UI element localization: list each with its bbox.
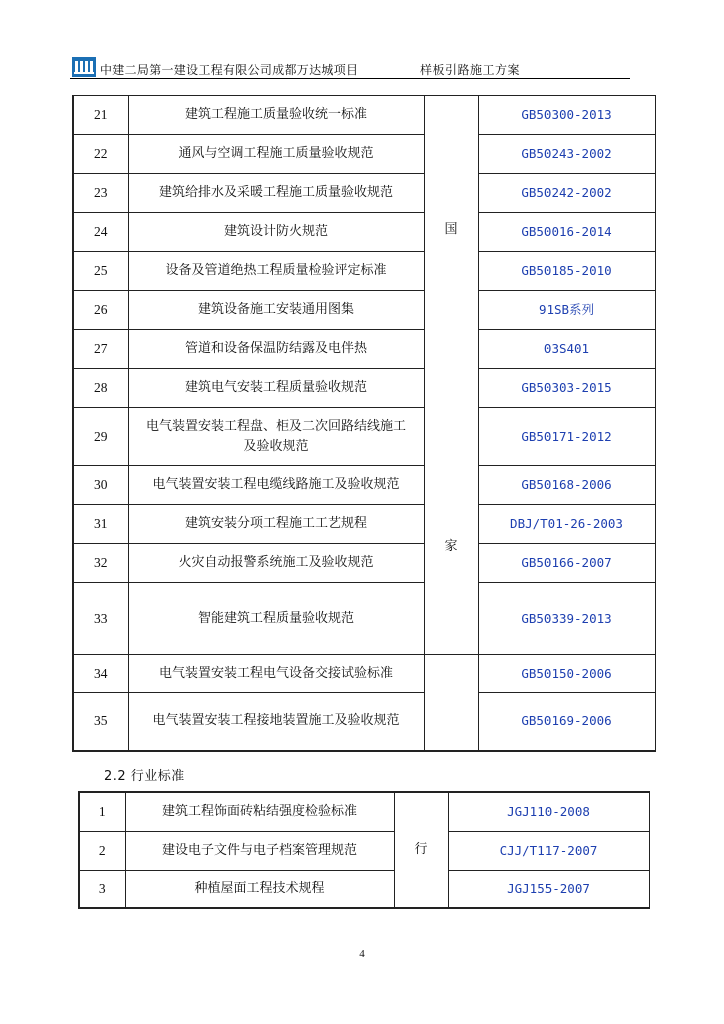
standard-name: 电气装置安装工程接地装置施工及验收规范 [128,693,424,751]
industry-standards-table [78,791,650,909]
standard-name: 电气装置安装工程盘、柜及二次回路结线施工及验收规范 [128,408,424,466]
table-row [73,96,655,135]
row-number: 30 [73,466,128,505]
row-number: 25 [73,252,128,291]
standard-code: 03S401 [478,330,655,369]
standard-name: 建筑安装分项工程施工工艺规程 [128,505,424,544]
header-document-title: 样板引路施工方案 [420,63,521,77]
table-row [73,655,655,693]
table-row [73,544,655,583]
standard-name: 建筑设计防火规范 [128,213,424,252]
standard-code: GB50185-2010 [478,252,655,291]
table-row [73,505,655,544]
category-char-jia: 家 [444,539,458,554]
standard-name: 建筑工程饰面砖粘结强度检验标准 [125,792,394,831]
row-number: 33 [73,583,128,655]
standard-code: CJJ/T117-2007 [448,831,649,870]
row-number: 29 [73,408,128,466]
standard-code: GB50150-2006 [478,655,655,693]
category-char-guo: 国 [444,222,458,237]
row-number: 32 [73,544,128,583]
standard-code: GB50339-2013 [478,583,655,655]
category-cell [424,96,478,655]
row-number: 26 [73,291,128,330]
row-number: 24 [73,213,128,252]
row-number: 21 [73,96,128,135]
standard-code: GB50171-2012 [478,408,655,466]
page-number: 4 [359,948,365,960]
standard-code: JGJ155-2007 [448,870,649,908]
standard-name: 通风与空调工程施工质量验收规范 [128,135,424,174]
row-number: 1 [79,792,125,831]
table-row [73,291,655,330]
header-company-name: 中建二局第一建设工程有限公司成都万达城项目 [100,63,359,77]
row-number: 28 [73,369,128,408]
row-number: 35 [73,693,128,751]
standard-code: GB50168-2006 [478,466,655,505]
table-row [73,174,655,213]
table-row [73,135,655,174]
standard-code: GB50243-2002 [478,135,655,174]
table-row [73,369,655,408]
standard-name: 管道和设备保温防结露及电伴热 [128,330,424,369]
header-divider [70,78,630,79]
standard-name: 智能建筑工程质量验收规范 [128,583,424,655]
table-row [73,213,655,252]
table-row [73,408,655,466]
table-row [73,583,655,655]
standard-name: 建设电子文件与电子档案管理规范 [125,831,394,870]
row-number: 3 [79,870,125,908]
standard-code: DBJ/T01-26-2003 [478,505,655,544]
category-cell [394,792,448,908]
table-row [73,330,655,369]
standard-name: 种植屋面工程技术规程 [125,870,394,908]
standard-name: 建筑电气安装工程质量验收规范 [128,369,424,408]
row-number: 31 [73,505,128,544]
category-cell-empty [424,655,478,751]
standard-code: GB50300-2013 [478,96,655,135]
table-row [73,693,655,751]
table-row [79,870,649,908]
row-number: 34 [73,655,128,693]
row-number: 27 [73,330,128,369]
standard-code: GB50303-2015 [478,369,655,408]
standard-name: 设备及管道绝热工程质量检验评定标准 [128,252,424,291]
company-logo [72,57,96,77]
table-row [73,252,655,291]
standard-code: 91SB系列 [478,291,655,330]
table-row [73,466,655,505]
table-row [79,831,649,870]
category-char-hang: 行 [414,842,428,857]
standard-code: GB50169-2006 [478,693,655,751]
row-number: 22 [73,135,128,174]
standard-name: 建筑给排水及采暖工程施工质量验收规范 [128,174,424,213]
standard-code: GB50242-2002 [478,174,655,213]
standard-code: JGJ110-2008 [448,792,649,831]
standard-code: GB50016-2014 [478,213,655,252]
row-number: 2 [79,831,125,870]
row-number: 23 [73,174,128,213]
standard-code: GB50166-2007 [478,544,655,583]
standard-name: 火灾自动报警系统施工及验收规范 [128,544,424,583]
standard-name: 电气装置安装工程电缆线路施工及验收规范 [128,466,424,505]
standard-name: 建筑设备施工安装通用图集 [128,291,424,330]
standard-name: 电气装置安装工程电气设备交接试验标准 [128,655,424,693]
section-heading: 2.2 行业标准 [104,769,185,784]
table-row [79,792,649,831]
standard-name: 建筑工程施工质量验收统一标准 [128,96,424,135]
national-standards-table [72,95,656,752]
